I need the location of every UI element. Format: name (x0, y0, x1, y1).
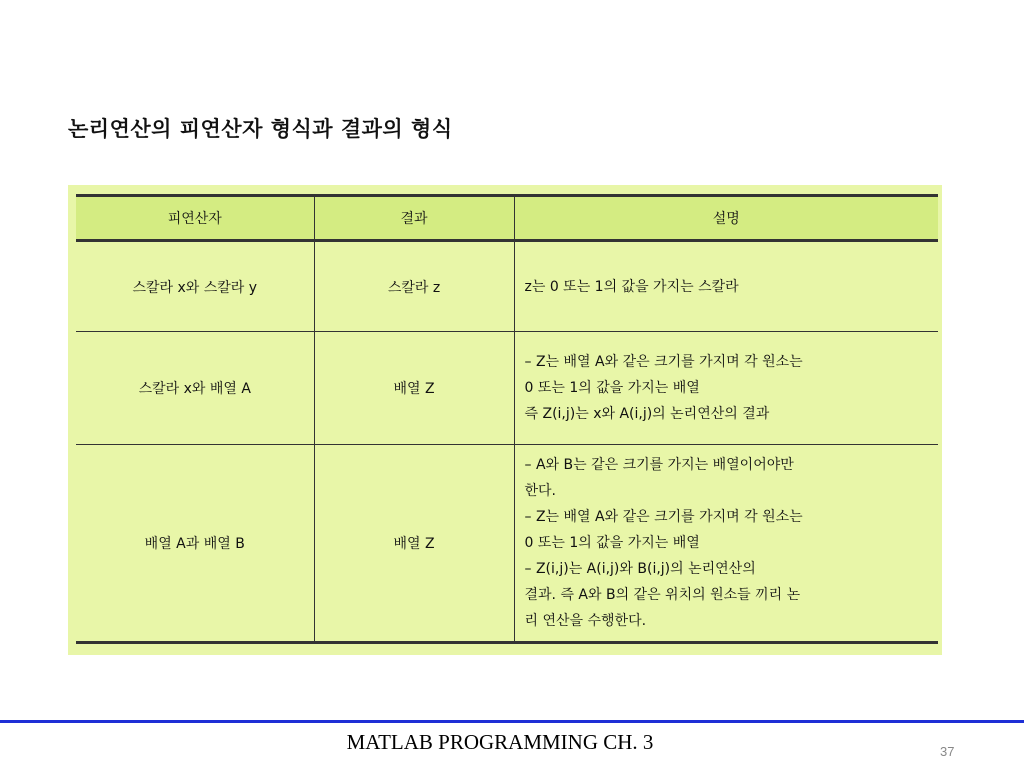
result-cell: 배열 Z (314, 332, 514, 445)
description-cell (514, 445, 938, 643)
page-number: 37 (940, 744, 955, 759)
description-line: – Z(i,j)는 A(i,j)와 B(i,j)의 논리연산의 (524, 561, 756, 577)
footer-course-title: MATLAB PROGRAMMING CH. 3 (346, 730, 654, 754)
table-row (76, 445, 938, 643)
table-row (76, 241, 938, 332)
result-cell: 스칼라 z (314, 241, 514, 332)
description-line: 결과. 즉 A와 B의 같은 위치의 원소들 끼리 논 (524, 587, 801, 603)
description-line: 리 연산을 수행한다. (524, 613, 647, 629)
table-row (76, 332, 938, 445)
description-line: – A와 B는 같은 크기를 가지는 배열이어야만 (524, 457, 794, 473)
description-line: – Z는 배열 A와 같은 크기를 가지며 각 원소는 (524, 354, 803, 370)
description-line: 0 또는 1의 값을 가지는 배열 (524, 535, 700, 551)
description-line: – Z는 배열 A와 같은 크기를 가지며 각 원소는 (524, 509, 803, 525)
description-line: z는 0 또는 1의 값을 가지는 스칼라 (524, 278, 739, 295)
description-cell (514, 241, 938, 332)
footer-divider (0, 720, 1024, 723)
operand-cell: 배열 A과 배열 B (76, 445, 314, 643)
description-cell (514, 332, 938, 445)
result-cell: 배열 Z (314, 445, 514, 643)
operand-cell: 스칼라 x와 스칼라 y (76, 241, 314, 332)
operand-table (76, 194, 938, 644)
operand-cell: 스칼라 x와 배열 A (76, 332, 314, 445)
slide-title: 논리연산의 피연산자 형식과 결과의 형식 (68, 117, 453, 141)
description-line: 즉 Z(i,j)는 x와 A(i,j)의 논리연산의 결과 (524, 406, 770, 422)
operand-table-panel (68, 185, 942, 655)
header-description: 설명 (514, 196, 938, 241)
header-result: 결과 (314, 196, 514, 241)
description-line: 0 또는 1의 값을 가지는 배열 (524, 380, 700, 396)
header-operand: 피연산자 (76, 196, 314, 241)
table-header-row (76, 196, 938, 241)
description-line: 한다. (524, 483, 556, 499)
